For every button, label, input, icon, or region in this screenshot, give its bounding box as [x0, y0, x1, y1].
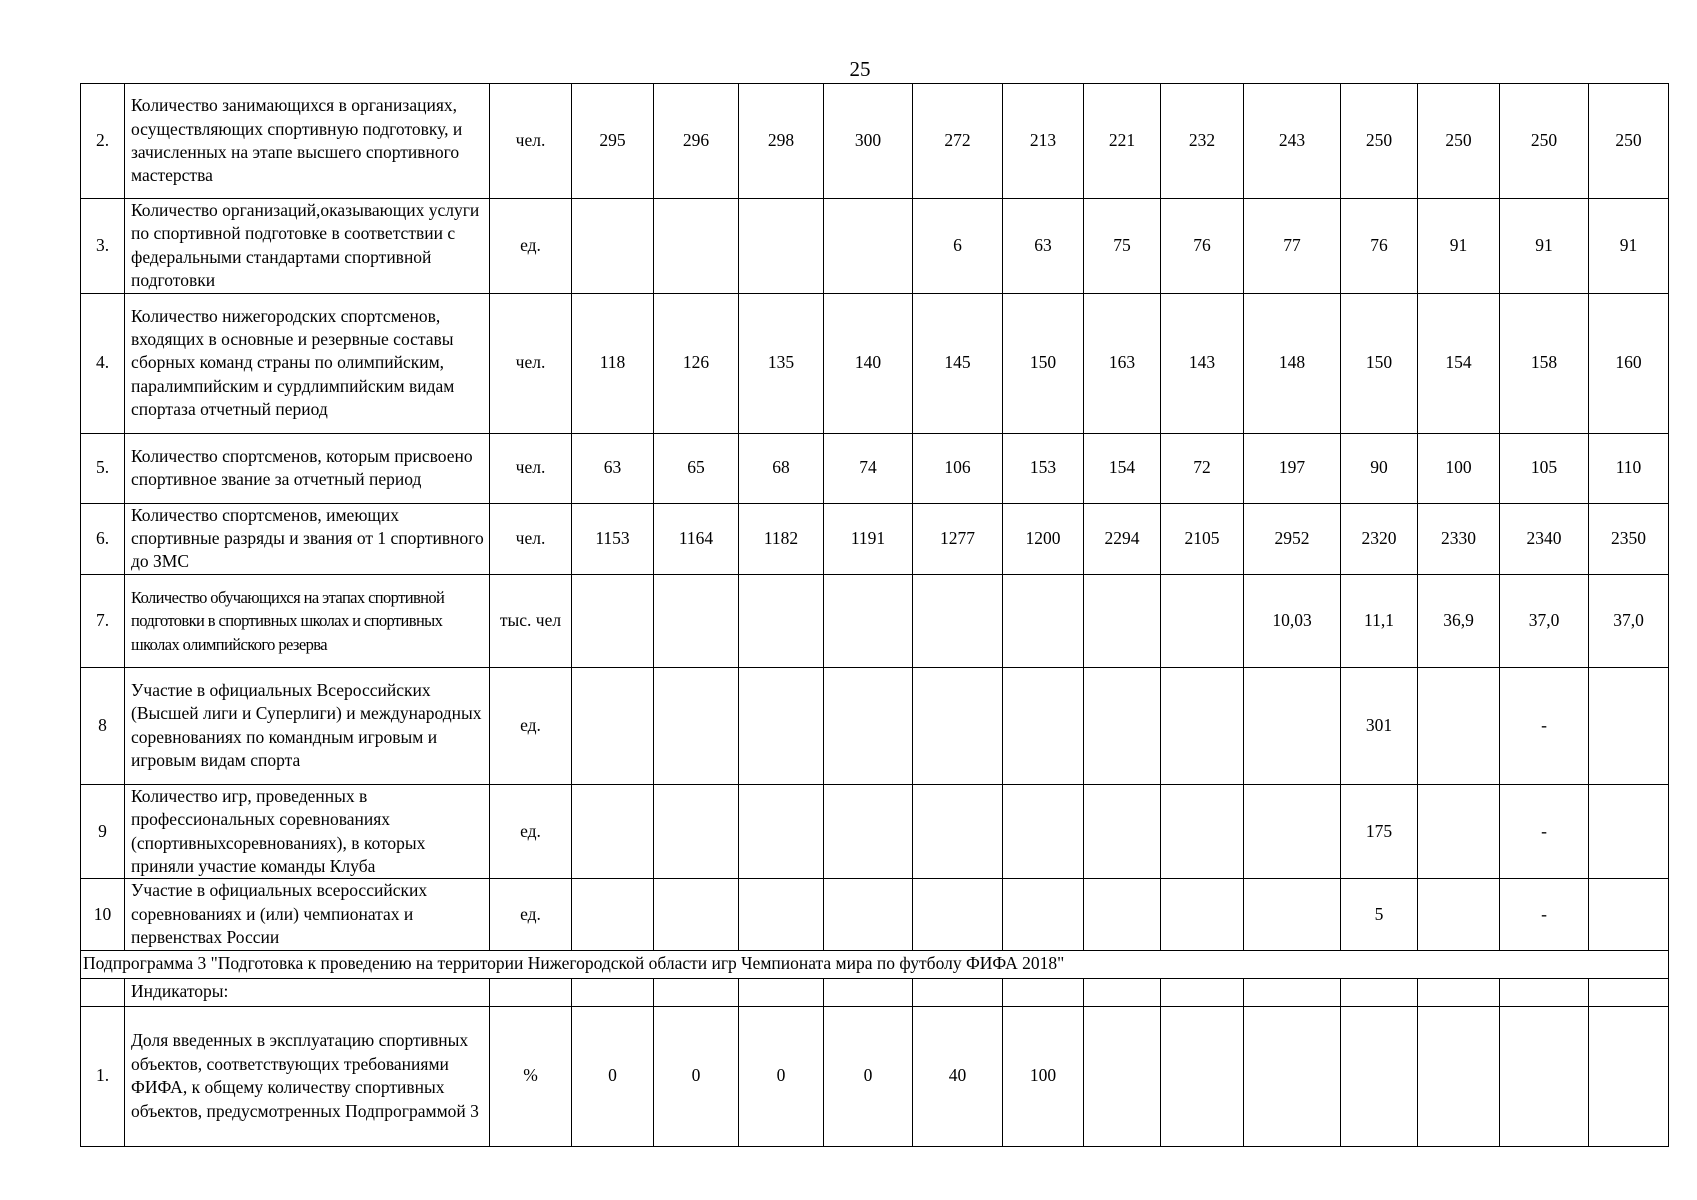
indicator-description: Количество нижегородских спортсменов, входящих в основные и резервные составы сборных команд страны по олимпийским, паралимпийским и сурдлимпийским видам спортаза отчетный период: [125, 293, 490, 433]
value-cell: 10,03: [1244, 574, 1341, 667]
value-cell: 250: [1418, 84, 1500, 199]
value-cell: [572, 784, 654, 879]
value-cell: 91: [1418, 199, 1500, 294]
value-cell: 2330: [1418, 503, 1500, 574]
value-cell: 0: [739, 1006, 824, 1146]
row-number: 3.: [81, 199, 125, 294]
value-cell: [1003, 978, 1084, 1006]
value-cell: 100: [1003, 1006, 1084, 1146]
table-row: [81, 293, 1669, 433]
value-cell: 250: [1341, 84, 1418, 199]
value-cell: 37,0: [1589, 574, 1669, 667]
value-cell: [913, 978, 1003, 1006]
value-cell: 145: [913, 293, 1003, 433]
table-row: [81, 433, 1669, 503]
unit-cell: тыс. чел: [490, 574, 572, 667]
value-cell: [1418, 667, 1500, 784]
value-cell: 76: [1161, 199, 1244, 294]
value-cell: [654, 879, 739, 950]
value-cell: [490, 978, 572, 1006]
value-cell: 6: [913, 199, 1003, 294]
value-cell: [1003, 879, 1084, 950]
value-cell: 0: [824, 1006, 913, 1146]
value-cell: 175: [1341, 784, 1418, 879]
table-row: [81, 574, 1669, 667]
value-cell: [1589, 784, 1669, 879]
value-cell: 0: [654, 1006, 739, 1146]
value-cell: 158: [1500, 293, 1589, 433]
value-cell: [1589, 978, 1669, 1006]
value-cell: [654, 199, 739, 294]
indicator-description: Количество спортсменов, которым присвоено спортивное звание за отчетный период: [125, 433, 490, 503]
value-cell: [739, 879, 824, 950]
value-cell: 2350: [1589, 503, 1669, 574]
row-number: 5.: [81, 433, 125, 503]
value-cell: [1084, 667, 1161, 784]
value-cell: [1589, 1006, 1669, 1146]
section-title: Подпрограмма 3 "Подготовка к проведению на территории Нижегородской области игр Чемпионата мира по футболу ФИФА 2018": [81, 950, 1669, 978]
table-row: [81, 1006, 1669, 1146]
value-cell: 63: [572, 433, 654, 503]
value-cell: [739, 784, 824, 879]
value-cell: [913, 574, 1003, 667]
value-cell: [1084, 784, 1161, 879]
table-row: [81, 503, 1669, 574]
value-cell: 300: [824, 84, 913, 199]
value-cell: [824, 784, 913, 879]
value-cell: 301: [1341, 667, 1418, 784]
value-cell: [1161, 879, 1244, 950]
value-cell: 163: [1084, 293, 1161, 433]
value-cell: 72: [1161, 433, 1244, 503]
unit-cell: чел.: [490, 503, 572, 574]
value-cell: 148: [1244, 293, 1341, 433]
value-cell: -: [1500, 667, 1589, 784]
value-cell: [1589, 667, 1669, 784]
value-cell: 90: [1341, 433, 1418, 503]
value-cell: 36,9: [1418, 574, 1500, 667]
value-cell: [1418, 784, 1500, 879]
value-cell: [913, 784, 1003, 879]
value-cell: 160: [1589, 293, 1669, 433]
value-cell: [654, 574, 739, 667]
unit-cell: ед.: [490, 879, 572, 950]
value-cell: 250: [1589, 84, 1669, 199]
value-cell: [1244, 1006, 1341, 1146]
value-cell: 75: [1084, 199, 1161, 294]
page-number: 25: [849, 57, 871, 81]
value-cell: 298: [739, 84, 824, 199]
value-cell: -: [1500, 784, 1589, 879]
value-cell: [1003, 574, 1084, 667]
value-cell: [739, 667, 824, 784]
value-cell: 250: [1500, 84, 1589, 199]
value-cell: -: [1500, 879, 1589, 950]
value-cell: 150: [1003, 293, 1084, 433]
value-cell: 153: [1003, 433, 1084, 503]
row-number-empty: [81, 978, 125, 1006]
value-cell: [1244, 784, 1341, 879]
indicators-row: [81, 978, 1669, 1006]
value-cell: [654, 667, 739, 784]
value-cell: [572, 574, 654, 667]
table-row: [81, 879, 1669, 950]
indicator-description: Участие в официальных Всероссийских (Высшей лиги и Суперлиги) и международных соревнованиях по командным игровым и игровым видам спорта: [125, 667, 490, 784]
value-cell: [824, 667, 913, 784]
indicator-description: Количество игр, проведенных в профессиональных соревнованиях (спортивныхсоревнованиях), в которых приняли участие команды Клуба: [125, 784, 490, 879]
value-cell: [1084, 879, 1161, 950]
unit-cell: ед.: [490, 667, 572, 784]
value-cell: [1244, 667, 1341, 784]
value-cell: 11,1: [1341, 574, 1418, 667]
value-cell: [654, 978, 739, 1006]
value-cell: 295: [572, 84, 654, 199]
value-cell: 76: [1341, 199, 1418, 294]
value-cell: [739, 574, 824, 667]
value-cell: [739, 978, 824, 1006]
indicators-label: Индикаторы:: [125, 978, 490, 1006]
value-cell: [572, 978, 654, 1006]
value-cell: 154: [1418, 293, 1500, 433]
value-cell: [1244, 978, 1341, 1006]
value-cell: 68: [739, 433, 824, 503]
section-row: [81, 950, 1669, 978]
value-cell: 150: [1341, 293, 1418, 433]
indicator-description: Количество обучающихся на этапах спортивной подготовки в спортивных школах и спортивных школах олимпийского резерва: [125, 574, 490, 667]
value-cell: 65: [654, 433, 739, 503]
row-number: 8: [81, 667, 125, 784]
value-cell: 126: [654, 293, 739, 433]
value-cell: [1418, 879, 1500, 950]
value-cell: 2340: [1500, 503, 1589, 574]
value-cell: [824, 574, 913, 667]
value-cell: [1500, 978, 1589, 1006]
value-cell: [824, 879, 913, 950]
table-row: [81, 84, 1669, 199]
value-cell: 40: [913, 1006, 1003, 1146]
value-cell: [1003, 667, 1084, 784]
value-cell: 197: [1244, 433, 1341, 503]
value-cell: [1341, 978, 1418, 1006]
row-number: 2.: [81, 84, 125, 199]
value-cell: [1500, 1006, 1589, 1146]
table-body: [81, 84, 1669, 1147]
value-cell: [1418, 1006, 1500, 1146]
value-cell: 77: [1244, 199, 1341, 294]
value-cell: 140: [824, 293, 913, 433]
value-cell: [572, 879, 654, 950]
table-row: [81, 199, 1669, 294]
value-cell: 154: [1084, 433, 1161, 503]
value-cell: 5: [1341, 879, 1418, 950]
value-cell: 106: [913, 433, 1003, 503]
value-cell: 2320: [1341, 503, 1418, 574]
value-cell: [1003, 784, 1084, 879]
unit-cell: чел.: [490, 84, 572, 199]
value-cell: 2952: [1244, 503, 1341, 574]
row-number: 6.: [81, 503, 125, 574]
indicators-table: [80, 83, 1669, 1147]
indicator-description: Количество занимающихся в организациях, осуществляющих спортивную подготовку, и зачисленных на этапе высшего спортивного мастерства: [125, 84, 490, 199]
value-cell: 100: [1418, 433, 1500, 503]
value-cell: [1161, 574, 1244, 667]
value-cell: 63: [1003, 199, 1084, 294]
value-cell: [1418, 978, 1500, 1006]
value-cell: [1161, 784, 1244, 879]
value-cell: [1084, 1006, 1161, 1146]
value-cell: [1161, 978, 1244, 1006]
value-cell: [824, 978, 913, 1006]
value-cell: 105: [1500, 433, 1589, 503]
unit-cell: чел.: [490, 433, 572, 503]
value-cell: 272: [913, 84, 1003, 199]
value-cell: 232: [1161, 84, 1244, 199]
value-cell: 1164: [654, 503, 739, 574]
table-row: [81, 784, 1669, 879]
value-cell: [1341, 1006, 1418, 1146]
value-cell: 1191: [824, 503, 913, 574]
value-cell: 37,0: [1500, 574, 1589, 667]
value-cell: 1277: [913, 503, 1003, 574]
unit-cell: ед.: [490, 199, 572, 294]
value-cell: 296: [654, 84, 739, 199]
value-cell: 91: [1500, 199, 1589, 294]
table-row: [81, 667, 1669, 784]
value-cell: [913, 879, 1003, 950]
unit-cell: чел.: [490, 293, 572, 433]
value-cell: [572, 667, 654, 784]
row-number: 9: [81, 784, 125, 879]
value-cell: [1161, 667, 1244, 784]
value-cell: 243: [1244, 84, 1341, 199]
value-cell: 118: [572, 293, 654, 433]
value-cell: 2105: [1161, 503, 1244, 574]
value-cell: [1589, 879, 1669, 950]
value-cell: 213: [1003, 84, 1084, 199]
indicator-description: Количество спортсменов, имеющих спортивные разряды и звания от 1 спортивного до ЗМС: [125, 503, 490, 574]
value-cell: [1084, 574, 1161, 667]
value-cell: 1182: [739, 503, 824, 574]
row-number: 1.: [81, 1006, 125, 1146]
value-cell: [654, 784, 739, 879]
value-cell: 74: [824, 433, 913, 503]
value-cell: 1153: [572, 503, 654, 574]
row-number: 4.: [81, 293, 125, 433]
value-cell: [739, 199, 824, 294]
value-cell: [1161, 1006, 1244, 1146]
value-cell: [824, 199, 913, 294]
value-cell: 91: [1589, 199, 1669, 294]
unit-cell: %: [490, 1006, 572, 1146]
value-cell: [1084, 978, 1161, 1006]
value-cell: 143: [1161, 293, 1244, 433]
value-cell: 135: [739, 293, 824, 433]
value-cell: [572, 199, 654, 294]
value-cell: [913, 667, 1003, 784]
indicator-description: Количество организаций,оказывающих услуги по спортивной подготовке в соответствии с федеральными стандартами спортивной подготовки: [125, 199, 490, 294]
row-number: 10: [81, 879, 125, 950]
value-cell: 221: [1084, 84, 1161, 199]
indicator-description: Доля введенных в эксплуатацию спортивных объектов, соответствующих требованиями ФИФА, к общему количеству спортивных объектов, предусмотренных Подпрограммой 3: [125, 1006, 490, 1146]
row-number: 7.: [81, 574, 125, 667]
value-cell: 1200: [1003, 503, 1084, 574]
value-cell: 0: [572, 1006, 654, 1146]
value-cell: [1244, 879, 1341, 950]
indicator-description: Участие в официальных всероссийских соревнованиях и (или) чемпионатах и первенствах России: [125, 879, 490, 950]
unit-cell: ед.: [490, 784, 572, 879]
value-cell: 110: [1589, 433, 1669, 503]
value-cell: 2294: [1084, 503, 1161, 574]
